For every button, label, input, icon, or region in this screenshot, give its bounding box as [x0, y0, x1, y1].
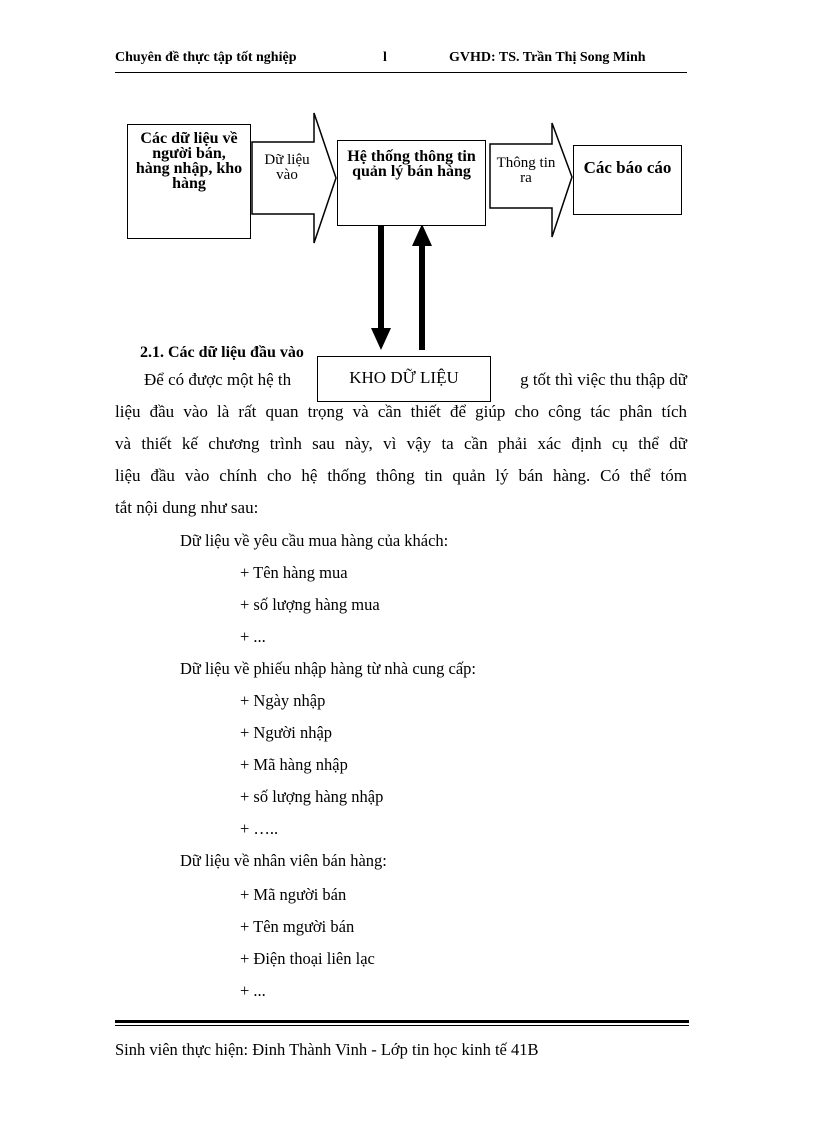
paragraph-body — [115, 396, 687, 524]
list-item: + Điện thoại liên lạc — [240, 949, 375, 968]
footer-rule-thin — [115, 1025, 689, 1026]
paragraph-line: liệu đầu vào chính cho hệ thống thông tin quản lý bán hàng. Có thể tóm — [115, 466, 687, 485]
footer-rule-thick — [115, 1020, 689, 1023]
section-heading: 2.1. Các dữ liệu đầu vào — [140, 344, 304, 361]
list-item: + Người nhập — [240, 723, 333, 742]
list-item: + Ngày nhập — [240, 691, 326, 710]
paragraph-start: Để có được một hệ th — [144, 370, 292, 389]
list-item: + Tên mgười bán — [240, 917, 355, 936]
header-left: Chuyên đề thực tập tốt nghiệp — [115, 50, 297, 65]
reports-box: Các báo cáo — [573, 145, 682, 215]
paragraph-line: liệu đầu vào là rất quan trọng và cần thiết để giúp cho công tác phân tích — [115, 402, 687, 421]
list-item: + ... — [240, 981, 266, 1000]
up-arrow-head — [412, 224, 432, 246]
list-item: + Mã hàng nhập — [240, 755, 348, 774]
header-right: GVHD: TS. Trần Thị Song Minh — [449, 50, 646, 65]
list-item: + Mã người bán — [240, 885, 347, 904]
data-store-box: KHO DỮ LIỆU — [317, 356, 491, 402]
group-title-customer-request: Dữ liệu về yêu cầu mua hàng của khách: — [180, 531, 449, 550]
output-arrow-label: Thông tin ra — [496, 155, 556, 186]
list-item: + ….. — [240, 819, 279, 838]
group-title-import-receipt: Dữ liệu về phiếu nhập hàng từ nhà cung cấp: — [180, 659, 477, 678]
list-item: + số lượng hàng nhập — [240, 787, 384, 806]
input-arrow-label: Dữ liệu vào — [264, 152, 310, 183]
list-item: + số lượng hàng mua — [240, 595, 380, 614]
input-data-box: Các dữ liệu về người bán, hàng nhập, kho hàng — [127, 124, 251, 239]
list-item: + Tên hàng mua — [240, 563, 348, 582]
footer-text: Sinh viên thực hiện: Đinh Thành Vinh - Lớp tin học kinh tế 41B — [115, 1040, 539, 1059]
paragraph-line: tắt nội dung như sau: — [115, 498, 259, 517]
paragraph-continuation: g tốt thì việc thu thập dữ — [520, 370, 687, 389]
paragraph-line: và thiết kế chương trình sau này, vì vậy ta cần phải xác định cụ thể dữ — [115, 434, 687, 453]
system-box: Hệ thống thông tin quản lý bán hàng — [337, 140, 486, 226]
group-title-sales-staff: Dữ liệu về nhân viên bán hàng: — [180, 851, 387, 870]
header-page-number: l — [383, 50, 387, 65]
down-arrow-head — [371, 328, 391, 350]
list-item: + ... — [240, 627, 266, 646]
